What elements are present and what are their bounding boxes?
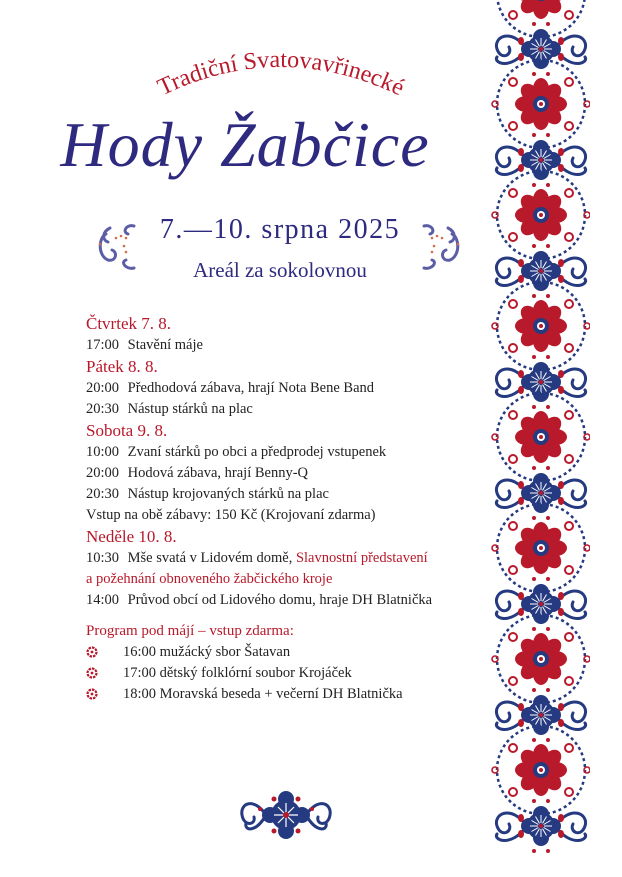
blue-flower-motif-icon: [496, 577, 585, 631]
maypole-text: 16:00 mužácký sbor Šatavan: [123, 644, 291, 660]
blue-flower-motif-icon: [496, 799, 585, 853]
red-flower-motif-icon: [492, 615, 590, 703]
event-date: 7.—10. srpna 2025: [159, 214, 401, 245]
svg-text:Tradiční Svatovavřinecké: [154, 47, 408, 101]
maypole-item: [86, 663, 496, 684]
program: [86, 313, 496, 705]
program-row: [86, 484, 496, 505]
event: Nástup stárků na plac: [127, 401, 253, 417]
time: 20:30: [86, 401, 120, 417]
time: 10:30: [86, 550, 120, 566]
blue-flower-motif-icon: [496, 466, 585, 520]
program-row: [86, 335, 496, 356]
program-row: [86, 590, 496, 611]
flower-bullet-icon: [86, 667, 98, 679]
program-row: [86, 442, 496, 463]
program-row: [86, 548, 496, 569]
time: 20:30: [86, 486, 120, 502]
time: 17:00: [86, 337, 120, 353]
day-heading: Sobota 9. 8.: [86, 421, 168, 440]
program-row: [86, 378, 496, 399]
red-flower-motif-icon: [492, 282, 590, 370]
maypole-text: 18:00 Moravská beseda + večerní DH Blatnička: [123, 686, 403, 702]
red-flower-motif-icon: [492, 504, 590, 592]
day-heading: Pátek 8. 8.: [86, 357, 158, 376]
day-heading: Neděle 10. 8.: [86, 527, 177, 546]
event-title: Hody Žabčice: [60, 109, 430, 180]
program-row: [86, 463, 496, 484]
time: 20:00: [86, 380, 120, 396]
day-saturday: [86, 420, 496, 526]
red-flower-motif-icon: [492, 726, 590, 814]
red-flower-motif-icon: [492, 60, 590, 148]
day-friday: [86, 356, 496, 420]
maypole-text: 17:00 dětský folklórní soubor Krojáček: [123, 665, 352, 681]
day-thursday: [86, 313, 496, 356]
red-flower-motif-icon: [492, 171, 590, 259]
blue-flower-motif-icon: [496, 133, 585, 187]
folk-embroidery-border: [490, 0, 590, 877]
event-highlight-continuation: a požehnání obnoveného žabčického kroje: [86, 571, 333, 587]
time: 10:00: [86, 444, 120, 460]
time: 20:00: [86, 465, 120, 481]
maypole-heading: Program pod májí – vstup zdarma:: [86, 623, 294, 639]
event: Předhodová zábava, hrají Nota Bene Band: [127, 380, 375, 396]
event: Mše svatá v Lidovém domě,: [127, 550, 296, 566]
entry-note: Vstup na obě zábavy: 150 Kč (Krojovaní zdarma): [86, 507, 376, 523]
day-sunday: [86, 526, 496, 611]
blue-flower-motif-icon: [496, 688, 585, 742]
event: Nástup krojovaných stárků na plac: [127, 486, 329, 502]
red-flower-motif-icon: [492, 393, 590, 481]
blue-flower-motif-icon: [496, 244, 585, 298]
event: Stavění máje: [127, 337, 203, 353]
time: 14:00: [86, 592, 120, 608]
maypole-item: [86, 642, 496, 663]
event: Hodová zábava, hrají Benny-Q: [127, 465, 309, 481]
program-row: [86, 399, 496, 420]
event-highlight: Slavnostní představení: [295, 550, 428, 566]
subtitle: Tradiční Svatovavřinecké: [153, 46, 409, 102]
bottom-folk-ornament-icon: [236, 785, 336, 845]
event: Zvaní stárků po obci a předprodej vstupenek: [127, 444, 387, 460]
blue-flower-motif-icon: [496, 355, 585, 409]
blue-flower-motif-icon: [496, 22, 585, 76]
event-venue: Areál za sokolovnou: [193, 258, 367, 282]
flower-bullet-icon: [86, 646, 98, 658]
scroll-ornament-right-icon: [416, 222, 462, 272]
day-heading: Čtvrtek 7. 8.: [86, 314, 171, 333]
maypole-item: [86, 684, 496, 705]
event: Průvod obcí od Lidového domu, hraje DH Blatnička: [127, 592, 433, 608]
flower-bullet-icon: [86, 688, 98, 700]
